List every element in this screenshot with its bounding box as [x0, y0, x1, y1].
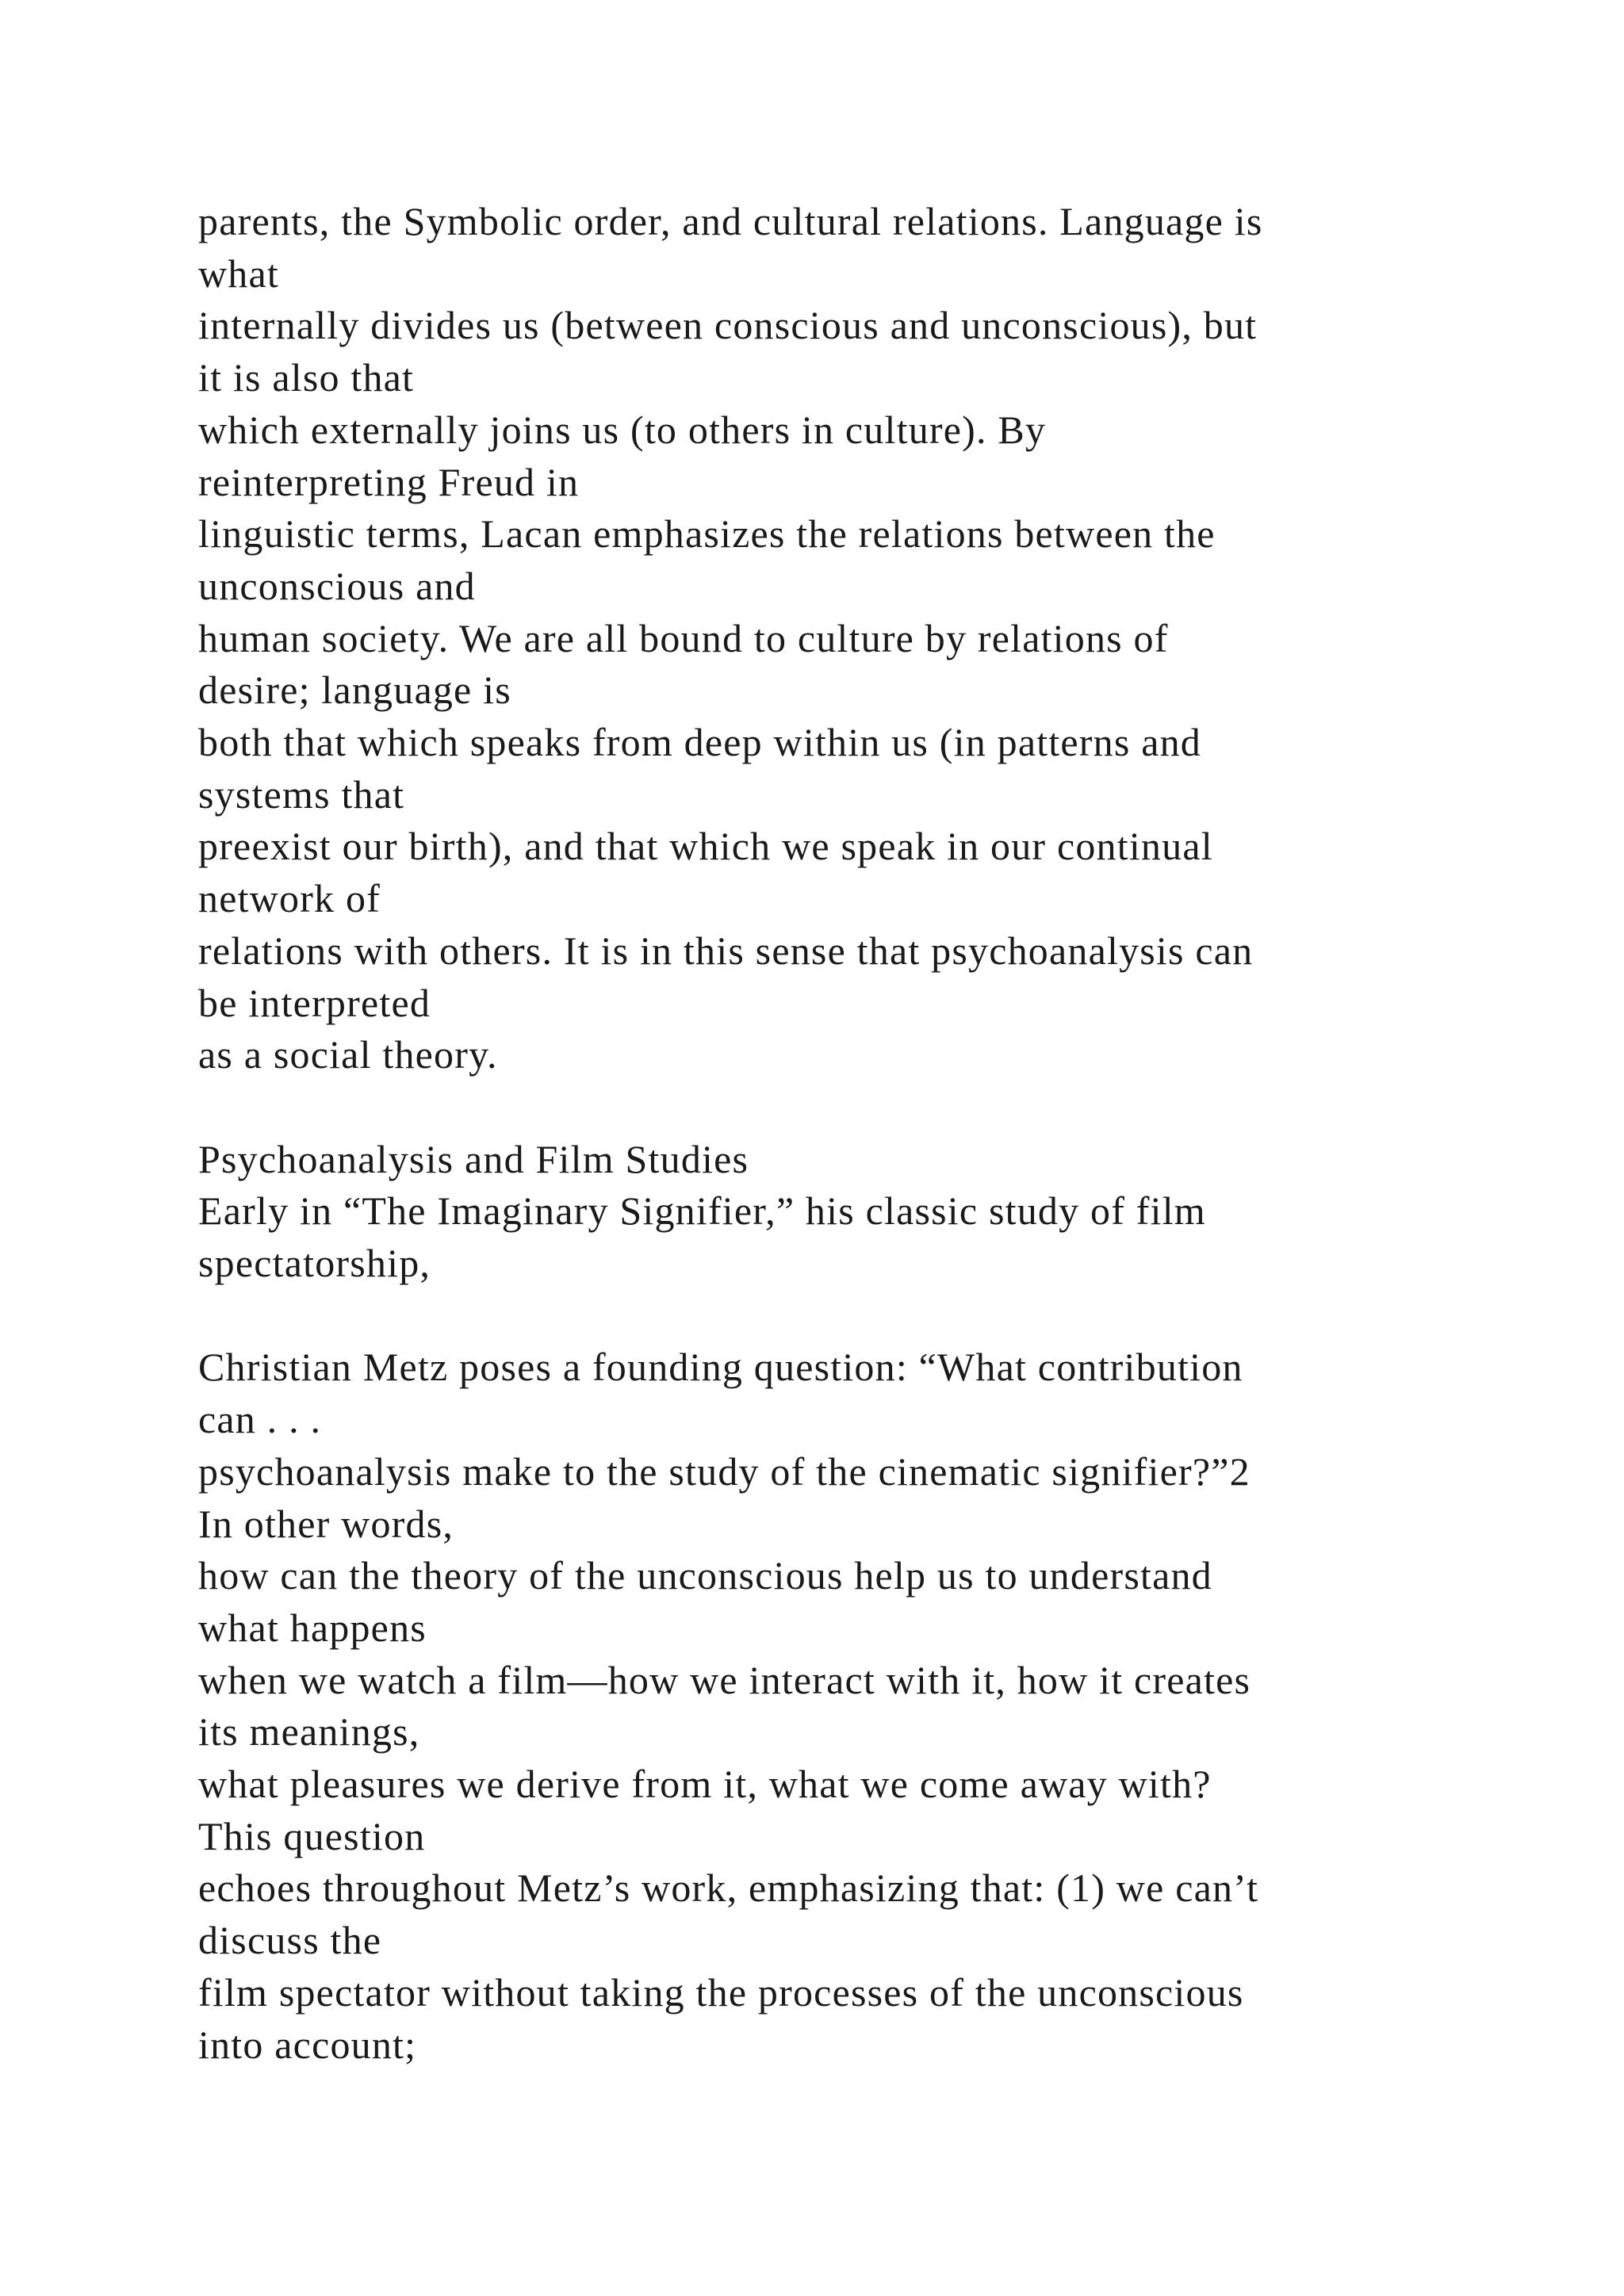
blank-line: [198, 1290, 1546, 1342]
text-line: echoes throughout Metz’s work, emphasizing that: (1) we can’t: [198, 1866, 1259, 1911]
text-line: relations with others. It is in this sense that psychoanalysis can: [198, 928, 1254, 973]
text-line: network of: [198, 876, 381, 921]
text-line: human society. We are all bound to culture by relations of: [198, 615, 1169, 660]
blank-line: [198, 1081, 1546, 1134]
text-line: systems that: [198, 771, 405, 817]
text-line: In other words,: [198, 1501, 454, 1546]
text-line: preexist our birth), and that which we speak in our continual: [198, 824, 1213, 869]
text-line: its meanings,: [198, 1709, 420, 1755]
text-line: what: [198, 251, 279, 296]
text-line: what happens: [198, 1605, 427, 1650]
text-line: when we watch a film—how we interact with it, how it creates: [198, 1657, 1251, 1702]
text-line: be interpreted: [198, 980, 431, 1025]
text-line: how can the theory of the unconscious help us to understand: [198, 1553, 1212, 1598]
text-line: what pleasures we derive from it, what we come away with?: [198, 1762, 1212, 1807]
text-line: psychoanalysis make to the study of the cinematic signifier?”2: [198, 1448, 1251, 1494]
text-line: can . . .: [198, 1397, 322, 1442]
text-line: spectatorship,: [198, 1241, 431, 1286]
text-line: it is also that: [198, 355, 415, 400]
section-heading: Psychoanalysis and Film Studies: [198, 1136, 749, 1181]
text-line: into account;: [198, 2022, 417, 2067]
text-line: unconscious and: [198, 563, 476, 608]
text-line: film spectator without taking the processes of the unconscious: [198, 1969, 1244, 2015]
text-line: parents, the Symbolic order, and cultural relations. Language is: [198, 199, 1263, 243]
text-line: Christian Metz poses a founding question: “What contribution: [198, 1345, 1243, 1390]
body-text: [198, 196, 1546, 2071]
text-line: reinterpreting Freud in: [198, 459, 580, 504]
text-line: which externally joins us (to others in culture). By: [198, 407, 1047, 452]
text-line: both that which speaks from deep within us (in patterns and: [198, 720, 1201, 765]
text-line: This question: [198, 1813, 426, 1858]
text-line: desire; language is: [198, 668, 511, 713]
text-line: linguistic terms, Lacan emphasizes the relations between the: [198, 511, 1216, 557]
text-line: discuss the: [198, 1918, 382, 1963]
text-line: Early in “The Imaginary Signifier,” his classic study of film: [198, 1188, 1206, 1234]
text-line: as a social theory.: [198, 1032, 498, 1077]
text-line: internally divides us (between conscious and unconscious), but: [198, 303, 1258, 348]
